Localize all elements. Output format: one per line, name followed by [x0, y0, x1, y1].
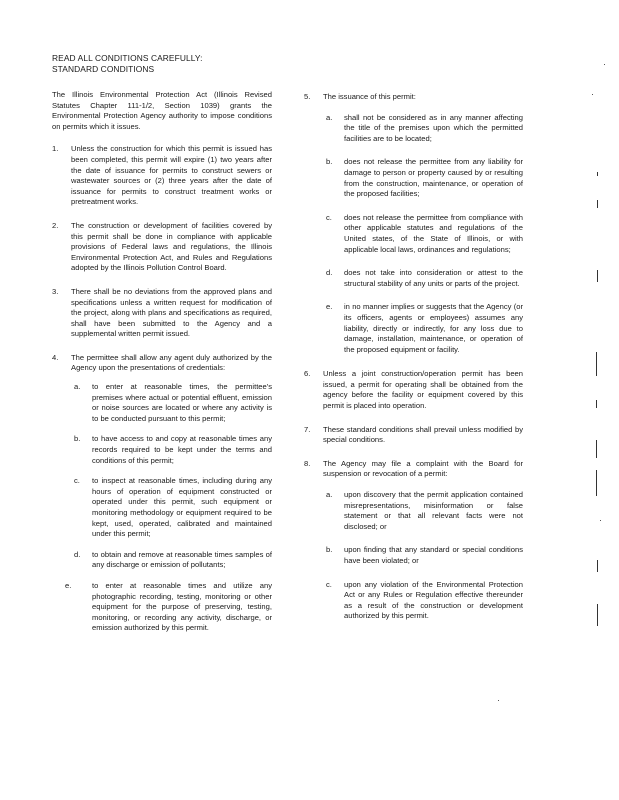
sub-text: upon any violation of the Environmental Protection Act or any Rules or Regulation effective thereunder as a result of the construction or development authorized by this permit. — [344, 579, 523, 621]
condition-text: Unless a joint construction/operation permit has been issued, a permit for operating shall be obtained from the agency before the facility or equipment covered by this permit is placed into operation. — [323, 369, 523, 411]
condition-2 — [52, 221, 272, 274]
condition-4-b — [71, 434, 272, 466]
condition-text: The issuance of this permit: — [323, 92, 416, 101]
sub-number: d. — [74, 549, 81, 559]
sub-number: b. — [326, 545, 333, 555]
scan-mark — [596, 440, 597, 458]
condition-number: 1. — [52, 144, 59, 154]
sub-number: c. — [74, 476, 80, 486]
condition-4-e — [62, 581, 272, 634]
condition-number: 5. — [304, 92, 311, 101]
condition-5-e — [323, 302, 523, 355]
condition-number: 8. — [304, 458, 311, 468]
condition-text: The construction or development of facilities covered by this permit shall be done in compliance with applicable provisions of Federal laws and regulations, the Illinois Environmental Protection Act, and Rules and Regulations adopted by the Illinois Pollution Control Board. — [71, 220, 272, 273]
condition-4-c — [71, 476, 272, 540]
left-column — [52, 90, 272, 644]
sub-number: a. — [326, 490, 333, 500]
sub-text: in no manner implies or suggests that the Agency (or its officers, agents or employees) assumes any liability, directly or indirectly, for any loss due to damage, installation, maintenance, or operation of the proposed equipment or facility. — [344, 302, 523, 354]
sub-number: b. — [326, 157, 333, 167]
document-heading — [52, 53, 203, 75]
sub-text: shall not be considered as in any manner affecting the title of the premises upon which the permitted facilities are to be located; — [344, 112, 523, 143]
condition-5-d — [323, 268, 523, 289]
condition-7 — [304, 425, 523, 446]
sub-number: a. — [74, 382, 81, 392]
scan-mark — [597, 560, 598, 572]
condition-number: 2. — [52, 220, 59, 230]
scan-mark — [596, 400, 597, 408]
condition-5-b — [323, 157, 523, 199]
condition-8-c — [323, 580, 523, 622]
scan-mark — [597, 270, 598, 282]
sub-number: a. — [326, 112, 333, 122]
intro-paragraph: The Illinois Environmental Protection Act (Illinois Revised Statutes Chapter 111-1/2, Section 1039) grants the Environmental Protection Agency authority to impose conditions on permits which it issues. — [52, 90, 272, 131]
condition-5-a — [323, 113, 523, 145]
condition-8-b — [323, 545, 523, 566]
right-column — [304, 92, 523, 622]
heading-line-2: STANDARD CONDITIONS — [52, 64, 155, 74]
condition-5 — [304, 92, 523, 355]
sub-text: to have access to and copy at reasonable times any records required to be kept under the terms and conditions of this permit; — [92, 434, 272, 465]
sub-text: does not release the permittee from compliance with other applicable statutes and regulations of the United states, of the State of Illinois, or with applicable local laws, ordinances and regulations; — [344, 212, 523, 254]
sub-text: to enter at reasonable times, the permittee's premises where actual or potential effluent, emission or noise sources are located or where any activity is to be conducted pursuant to this permit; — [92, 382, 272, 423]
condition-8-a — [323, 490, 523, 532]
condition-text: There shall be no deviations from the approved plans and specifications unless a written request for modification of the project, along with plans and specifications as required, shall have been submitted to the Agency and a supplemental written permit issued. — [71, 286, 272, 339]
condition-number: 4. — [52, 352, 59, 362]
scan-speck — [498, 700, 499, 701]
sub-text: upon discovery that the permit application contained misrepresentations, misinformation or false statement or that all relevant facts were not disclosed; or — [344, 490, 523, 531]
condition-6 — [304, 369, 523, 411]
condition-3 — [52, 287, 272, 340]
condition-number: 7. — [304, 424, 311, 434]
condition-text: Unless the construction for which this permit is issued has been completed, this permit will expire (1) two years after the date of issuance for permits to construct sewers or wastewater sources or (2) three years after the date of issuance for permits to construct treatment works or pretreatment works. — [71, 144, 272, 207]
sub-number: c. — [326, 212, 332, 222]
condition-text: The Agency may file a complaint with the Board for suspension or revocation of a permit: — [323, 458, 523, 479]
condition-number: 3. — [52, 286, 59, 296]
condition-4 — [52, 353, 272, 634]
scan-mark — [597, 200, 598, 208]
scan-speck — [600, 520, 601, 521]
sub-number: d. — [326, 268, 333, 278]
sub-text: to inspect at reasonable times, including during any hours of operation of equipment constructed or operated under this permit, such equipment or monitoring methodology or equipment required to be kept, used, operated, calibrated and maintained under this permit; — [92, 476, 272, 539]
scan-speck — [592, 94, 593, 95]
scan-mark — [596, 470, 597, 496]
condition-number: 6. — [304, 369, 311, 379]
sub-text: upon finding that any standard or special conditions have been violated; or — [344, 545, 523, 565]
sub-number: e. — [65, 580, 72, 590]
sub-number: b. — [74, 434, 81, 444]
scan-speck — [604, 64, 605, 65]
condition-4-a — [71, 382, 272, 424]
sub-number: e. — [326, 302, 333, 312]
heading-line-1: READ ALL CONDITIONS CAREFULLY: — [52, 53, 203, 63]
scan-mark — [597, 604, 598, 626]
condition-4-d — [71, 550, 272, 571]
sub-text: does not release the permittee from any liability for damage to person or property caused by or resulting from the construction, maintenance, or operation of the proposed facilities; — [344, 157, 523, 199]
scan-mark — [597, 172, 598, 176]
sub-number: c. — [326, 579, 332, 589]
condition-1 — [52, 144, 272, 208]
condition-5-c — [323, 213, 523, 255]
condition-text: The permittee shall allow any agent duly authorized by the Agency upon the presentations of credentials: — [71, 352, 272, 373]
sub-text: to obtain and remove at reasonable times samples of any discharge or emission of pollutants; — [92, 549, 272, 570]
sub-text: to enter at reasonable times and utilize any photographic recording, testing, monitoring or other equipment for the purpose of preserving, testing, monitoring, or recording any activity, discharge, or emission authorized by this permit. — [92, 580, 272, 633]
sub-text: does not take into consideration or attest to the structural stability of any units or parts of the project. — [344, 268, 523, 288]
condition-8 — [304, 459, 523, 622]
condition-text: These standard conditions shall prevail unless modified by special conditions. — [323, 424, 523, 445]
scan-mark — [596, 352, 597, 376]
